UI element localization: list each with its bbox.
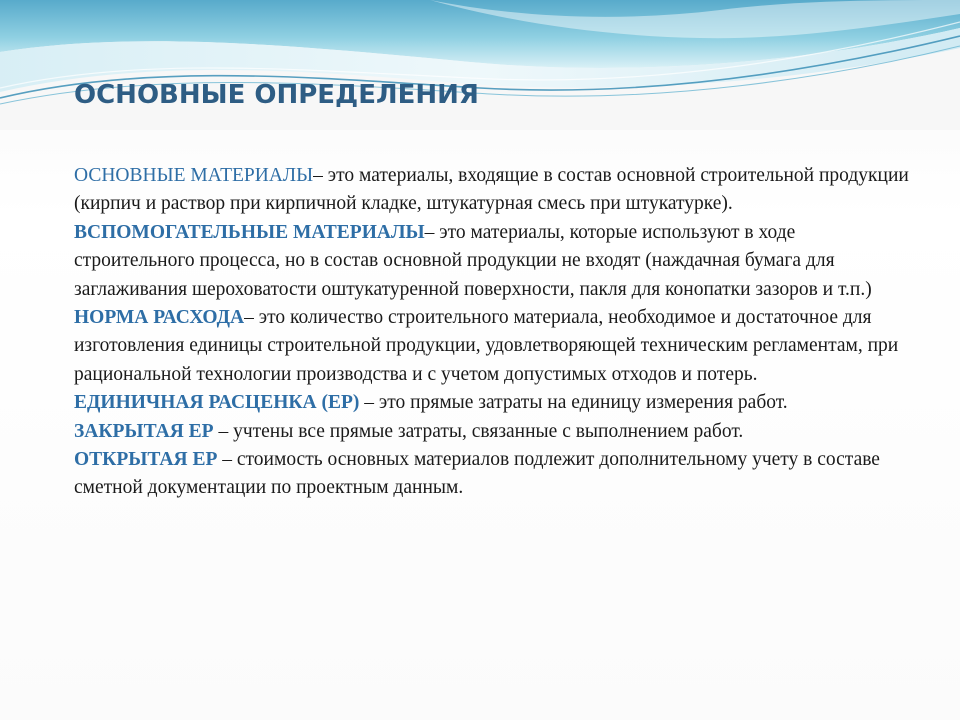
definition-term: ЕДИНИЧНАЯ РАСЦЕНКА (ЕР) <box>74 392 360 414</box>
definition-term: ЗАКРЫТАЯ ЕР <box>74 420 214 442</box>
slide-title: ОСНОВНЫЕ ОПРЕДЕЛЕНИЯ <box>74 80 479 110</box>
definition-item <box>74 219 914 304</box>
definition-term: ОСНОВНЫЕ МАТЕРИАЛЫ <box>74 165 314 186</box>
definition-text: – учтены все прямые затраты, связанные с выполнением работ. <box>213 420 744 442</box>
definitions-list <box>74 162 914 503</box>
definition-term: НОРМА РАСХОДА <box>74 307 245 329</box>
definition-term: ВСПОМОГАТЕЛЬНЫЕ МАТЕРИАЛЫ <box>74 221 425 243</box>
definition-text: – это материалы, входящие в состав основной строительной продукции (кирпич и раствор при кирпичной кладке, штукатурная смесь при штукатурке). <box>74 165 909 215</box>
definition-item <box>74 162 914 219</box>
definition-term: ОТКРЫТАЯ ЕР <box>74 449 218 471</box>
definition-text: – это количество строительного материала, необходимое и достаточное для изготовления единицы строительной продукции, удовлетворяющей техническим регламентам, при рациональной технологии производства и с учетом допустимых отходов и потерь. <box>74 307 899 385</box>
definition-text: – стоимость основных материалов подлежит дополнительному учету в составе сметной документации по проектным данным. <box>74 449 880 499</box>
definition-item <box>74 418 914 446</box>
wave-header-decoration <box>0 0 960 130</box>
definition-text: – это прямые затраты на единицу измерения работ. <box>359 392 788 414</box>
definition-item <box>74 446 914 503</box>
definition-item <box>74 304 914 389</box>
definition-text: – это материалы, которые используют в ходе строительного процесса, но в состав основной продукции не входят (наждачная бумага для заглаживания шероховатости оштукатуренной поверхности, пакля для конопатки зазоров и т.п.) <box>74 221 872 300</box>
definition-item <box>74 389 914 417</box>
